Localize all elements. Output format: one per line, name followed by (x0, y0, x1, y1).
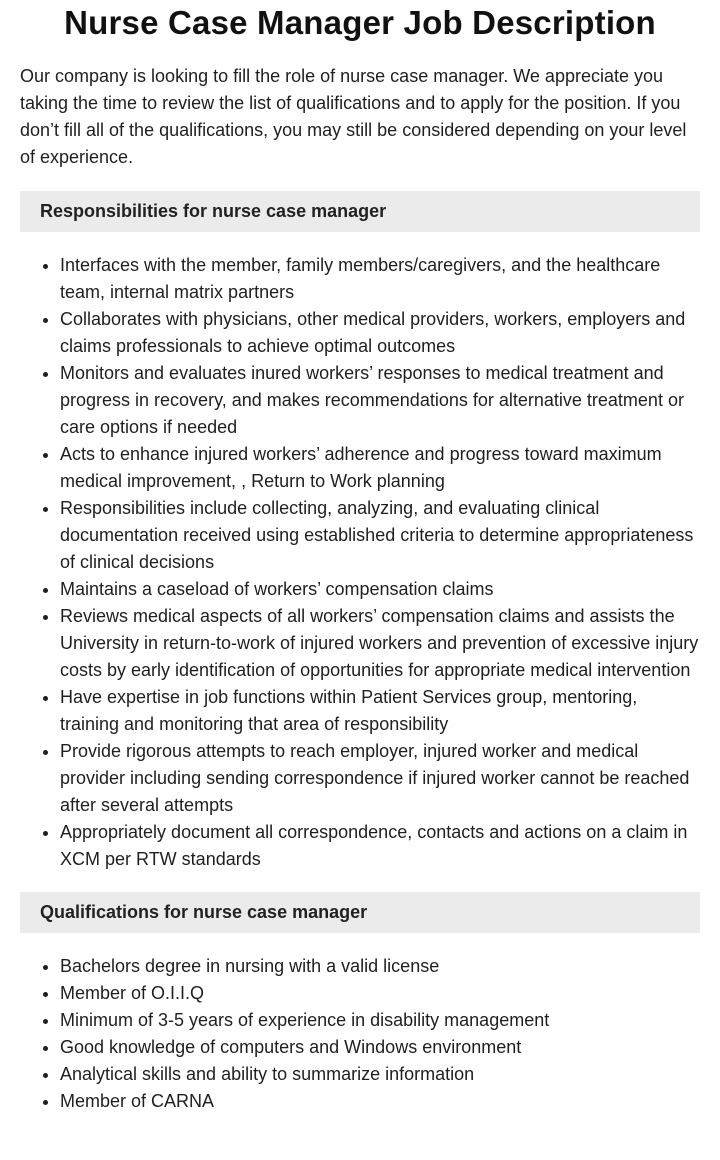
qualification-item: • Bachelors degree in nursing with a valid license (60, 953, 700, 980)
intro-paragraph: Our company is looking to fill the role of nurse case manager. We appreciate you taking the time to review the list of qualifications and to apply for the position. If you don’t fill all of the qualifications, you may still be considered depending on your level of experience. (20, 66, 687, 167)
qualifications-heading: Qualifications for nurse case manager (20, 892, 700, 933)
qualifications-list (20, 953, 700, 1115)
responsibilities-list (20, 252, 700, 873)
responsibility-item: • Appropriately document all correspondence, contacts and actions on a claim in XCM per RTW standards (60, 819, 700, 873)
qualification-item: • Member of O.I.I.Q (60, 980, 700, 1007)
responsibility-item: • Have expertise in job functions within Patient Services group, mentoring, training and monitoring that area of responsibility (60, 684, 700, 738)
qualification-item: • Member of CARNA (60, 1088, 700, 1115)
responsibility-item: • Acts to enhance injured workers’ adherence and progress toward maximum medical improvement, , Return to Work planning (60, 441, 700, 495)
responsibility-item: • Maintains a caseload of workers’ compensation claims (60, 576, 700, 603)
responsibility-item: • Collaborates with physicians, other medical providers, workers, employers and claims professionals to achieve optimal outcomes (60, 306, 700, 360)
responsibility-item: • Monitors and evaluates inured workers’ responses to medical treatment and progress in recovery, and makes recommendations for alternative treatment or care options if needed (60, 360, 700, 441)
qualification-item: • Analytical skills and ability to summarize information (60, 1061, 700, 1088)
qualification-item: • Good knowledge of computers and Windows environment (60, 1034, 700, 1061)
qualification-item: • Minimum of 3-5 years of experience in disability management (60, 1007, 700, 1034)
page-title: Nurse Case Manager Job Description (64, 4, 656, 41)
responsibility-item: • Interfaces with the member, family members/caregivers, and the healthcare team, internal matrix partners (60, 252, 700, 306)
responsibility-item: • Reviews medical aspects of all workers’ compensation claims and assists the University in return-to-work of injured workers and prevention of excessive injury costs by early identification of opportunities for appropriate medical intervention (60, 603, 700, 684)
responsibility-item: • Provide rigorous attempts to reach employer, injured worker and medical provider including sending correspondence if injured worker cannot be reached after several attempts (60, 738, 700, 819)
responsibilities-heading: Responsibilities for nurse case manager (20, 191, 700, 232)
responsibility-item: • Responsibilities include collecting, analyzing, and evaluating clinical documentation received using established criteria to determine appropriateness of clinical decisions (60, 495, 700, 576)
